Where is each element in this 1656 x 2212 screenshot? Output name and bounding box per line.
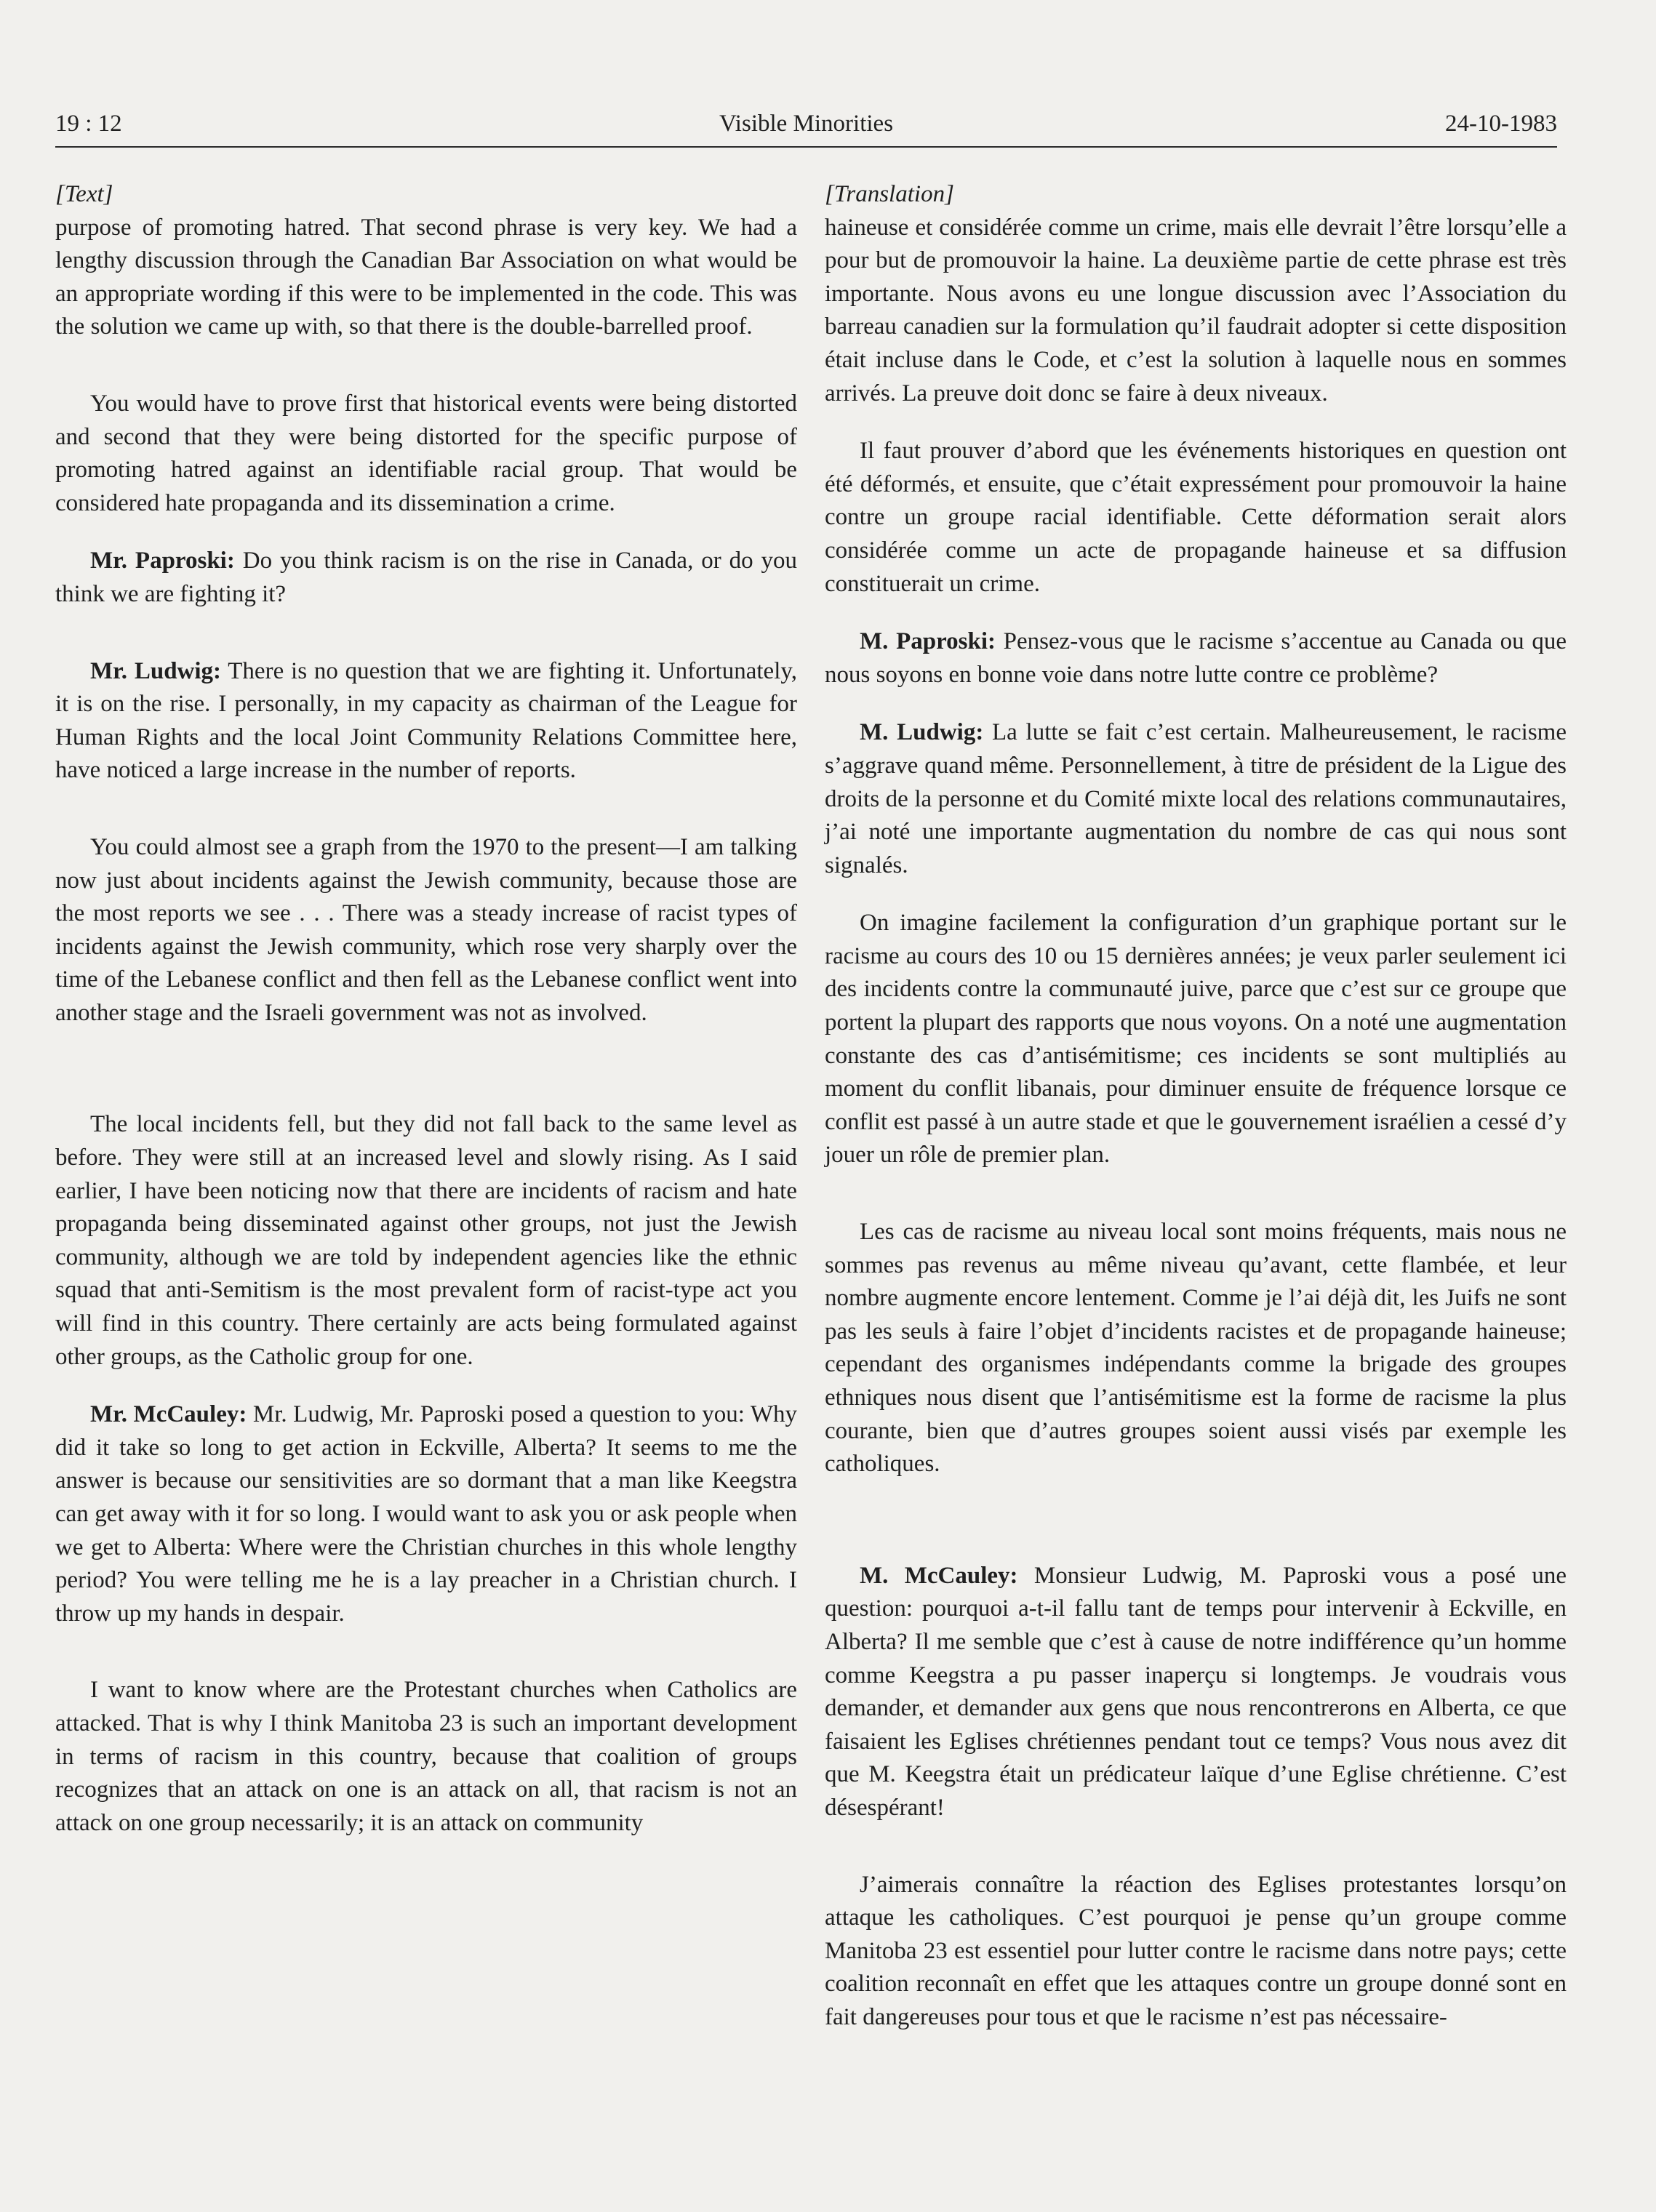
speaker-paragraph (825, 625, 1567, 692)
speaker-name: M. Ludwig: (860, 719, 984, 746)
header-date: 24-10-1983 (1445, 111, 1557, 137)
paragraph: Il faut prouver d’abord que les événements historiques en question ont été déformés, et ensuite, que c’était expressément pour promouvoir la haine contre un groupe racial identifiable. Cette déformation serait alors considérée comme un acte de propagande haineuse et sa diffusion constituerait un crime. (825, 438, 1567, 597)
speech-text: Do you think racism is on the rise in Canada, or do you think we are fighting it? (55, 548, 798, 607)
speech-text: Mr. Ludwig, Mr. Paproski posed a question to you: Why did it take so long to get action in Eckville, Alberta? It seems to me the answer is because our sensitivities are so dormant that a man like Keegstra can get away with it for so long. I would want to ask you or ask people when we get to Alberta: Where were the Christian churches in this whole lengthy period? You were telling me he is a lay preacher in a Christian church. I throw up my hands in despair. (55, 1401, 797, 1627)
paragraph: I want to know where are the Protestant churches when Catholics are attacked. That is why I think Manitoba 23 is such an important development in terms of racism in this country, because that coalition of groups recognizes that an attack on one is an attack on all, that racism is not an attack on one group necessarily; it is an attack on community (55, 1677, 797, 1836)
french-column (825, 178, 1567, 2035)
header-rule (55, 146, 1557, 148)
paragraph: The local incidents fell, but they did not fall back to the same level as before. They were still at an increased level and slowly rising. As I said earlier, I have been noticing now that there are incidents of racism and hate propaganda being disseminated against other groups, not just the Jewish community, although we are told by independent agencies like the ethnic squad that anti-Semitism is the most prevalent form of racist-type act you will find in this country. There certainly are acts being formulated against other groups, as the Catholic group for one. (55, 1111, 797, 1370)
page-number: 19 : 12 (55, 111, 122, 137)
column-label: [Text] (55, 181, 113, 207)
speaker-name: Mr. McCauley: (90, 1401, 247, 1428)
speaker-paragraph (55, 655, 797, 788)
paragraph: J’aimerais connaître la réaction des Eglises protestantes lorsqu’on attaque les catholiques. C’est pourquoi je pense qu’un groupe comme Manitoba 23 est essentiel pour lutter contre le racisme dans notre pays; cette coalition reconnaît en effet que les attaques contre un groupe donné sont en fait dangereuses pour tous et que le racisme n’est pas nécessaire- (825, 1871, 1567, 2030)
paragraph: purpose of promoting hatred. That second phrase is very key. We had a lengthy discussion through the Canadian Bar Association on what would be an appropriate wording if this were to be implemented in the code. This was the solution we came up with, so that there is the double-barrelled proof. (55, 214, 797, 340)
speaker-paragraph (55, 545, 797, 611)
speaker-name: Mr. Paproski: (90, 548, 235, 574)
speech-text: There is no question that we are fighting it. Unfortunately, it is on the rise. I personally, in my capacity as chairman of the League for Human Rights and the local Joint Community Relations Committee here, have noticed a large increase in the number of reports. (55, 657, 797, 784)
english-column (55, 178, 797, 1840)
speaker-name: M. McCauley: (860, 1562, 1018, 1589)
running-title: Visible Minorities (719, 111, 894, 137)
speaker-name: M. Paproski: (860, 628, 996, 655)
paragraph: haineuse et considérée comme un crime, mais elle devrait l’être lorsqu’elle a pour but de promouvoir la haine. La deuxième partie de cette phrase est très importante. Nous avons eu une longue discussion avec l’Association du barreau canadien sur la formulation qu’il faudrait adopter si cette disposition était incluse dans le Code, et c’est la solution à laquelle nous en sommes arrivés. La preuve doit donc se faire à deux niveaux. (825, 214, 1567, 406)
speech-text: Pensez-vous que le racisme s’accentue au Canada ou que nous soyons en bonne voie dans notre lutte contre ce problème? (825, 628, 1567, 688)
speech-text: La lutte se fait c’est certain. Malheureusement, le racisme s’aggrave quand même. Personnellement, à titre de président de la Ligue des droits de la personne et du Comité mixte local des relations communautaires, j’ai noté une importante augmentation du nombre de cas qui nous sont signalés. (825, 719, 1567, 878)
speaker-paragraph (825, 716, 1567, 882)
speech-text: Monsieur Ludwig, M. Paproski vous a posé une question: pourquoi a-t-il fallu tant de temps pour intervenir à Eckville, en Alberta? Il me semble que c’est à cause de notre indifférence qu’un homme comme Keegstra a pu passer inaperçu si longtemps. Je voudrais vous demander, et demander aux gens que nous rencontrerons en Alberta, ce que faisaient les Eglises chrétiennes pendant tout ce temps? Vous nous avez dit que M. Keegstra était un prédicateur laïque d’une Eglise chrétienne. C’est désespérant! (825, 1562, 1567, 1821)
paragraph: Les cas de racisme au niveau local sont moins fréquents, mais nous ne sommes pas revenus au même niveau qu’avant, cette flambée, et leur nombre augmente encore lentement. Comme je l’ai déjà dit, les Juifs ne sont pas les seuls à faire l’objet d’incidents racistes et de propagande haineuse; cependant des organismes indépendants comme la brigade des groupes ethniques nous disent que l’antisémitisme est la forme de racisme la plus courante, bien que d’autres groupes soient aussi visés par exemple les catholiques. (825, 1219, 1567, 1478)
paragraph: You could almost see a graph from the 1970 to the present—I am talking now just about incidents against the Jewish community, because those are the most reports we see . . . There was a steady increase of racist types of incidents against the Jewish community, which rose very sharply over the time of the Lebanese conflict and then fell as the Lebanese conflict went into another stage and the Israeli government was not as involved. (55, 833, 797, 1026)
paragraph: You would have to prove first that historical events were being distorted and second that they were being distorted for the specific purpose of promoting hatred against an identifiable racial group. That would be considered hate propaganda and its dissemination a crime. (55, 390, 797, 516)
paragraph: On imagine facilement la configuration d’un graphique portant sur le racisme au cours des 10 ou 15 dernières années; je veux parler seulement ici des incidents contre la communauté juive, parce que c’est sur ce groupe que portent la plupart des rapports que nous voyons. On a noté une augmentation constante des cas d’antisémitisme; ces incidents se sont multipliés au moment du conflit libanais, pour diminuer ensuite de fréquence lorsque ce conflit est passé à un autre stade et que le gouvernement israélien a cessé d’y jouer un rôle de premier plan. (825, 910, 1567, 1169)
column-label: [Translation] (825, 181, 954, 207)
speaker-paragraph (825, 1560, 1567, 1825)
speaker-paragraph (55, 1398, 797, 1630)
speaker-name: Mr. Ludwig: (90, 657, 222, 684)
page-header (55, 105, 1557, 150)
